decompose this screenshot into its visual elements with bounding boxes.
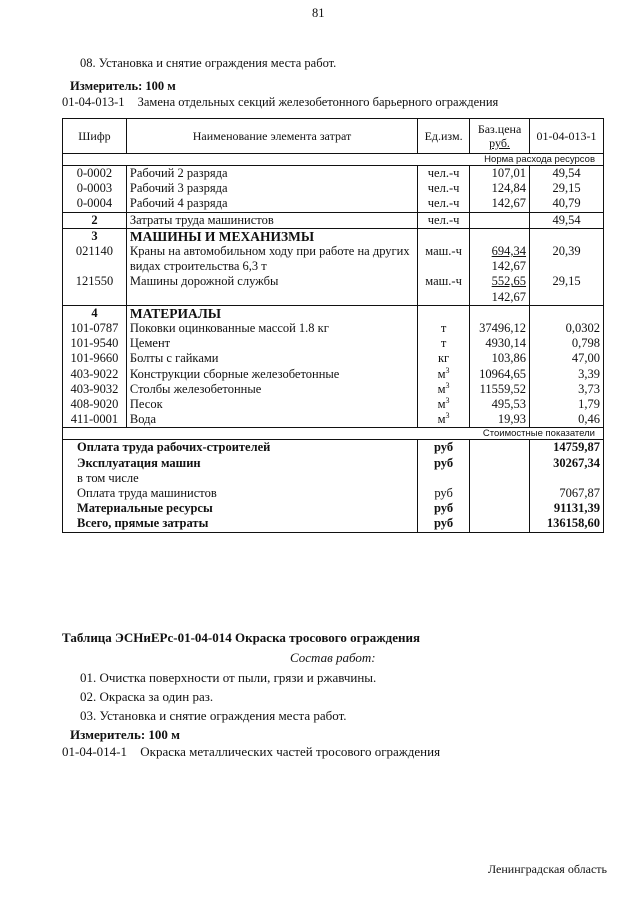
header-price: Баз.цена руб. — [470, 119, 530, 154]
item-heading-2 — [62, 744, 440, 760]
header-norm: 01-04-013-1 — [530, 119, 604, 154]
summary-row: Эксплуатация машин руб 30267,34 — [63, 456, 604, 471]
work-step-01: 01. Очистка поверхности от пыли, грязи и ржавчины. — [80, 670, 377, 685]
page-number: 81 — [312, 6, 325, 20]
work-step-03: 03. Установка и снятие ограждения места работ. — [80, 708, 347, 723]
table-row: 121550 Машины дорожной службы маш.-ч 552,65 142,67 29,15 — [63, 274, 604, 305]
summary-row: Оплата труда рабочих-строителей руб 14759,87 — [63, 440, 604, 456]
table-row: 101-9540 Цемент т 4930,14 0,798 — [63, 336, 604, 351]
materials-section-row: 4 МАТЕРИАЛЫ — [63, 305, 604, 321]
band-cost: Стоимостные показатели — [63, 428, 604, 440]
table-row: 101-9660 Болты с гайками кг 103,86 47,00 — [63, 351, 604, 366]
item-title-2: Окраска металлических частей тросового ограждения — [140, 744, 441, 759]
item-code: 01-04-013-1 — [62, 95, 125, 109]
band-norm-row — [63, 154, 604, 166]
table-row: 411-0001 Вода $м^3$ 19,93 0,46 — [63, 412, 604, 428]
summary-row: в том числе — [63, 471, 604, 486]
table-row: 0-0004 Рабочий 4 разряда чел.-ч 142,67 40,79 — [63, 196, 604, 212]
table-row: 403-9022 Конструкции сборные железобетонные $м^3$ 10964,65 3,39 — [63, 367, 604, 382]
table-row: 0-0002 Рабочий 2 разряда чел.-ч 107,01 49,54 — [63, 166, 604, 182]
table-row: 021140 Краны на автомобильном ходу при работе на других видах строительства 6,3 т маш.-ч 694,34 142,67 20,39 — [63, 244, 604, 274]
meter-label-2: Измеритель: 100 м — [70, 727, 181, 742]
table-row: 0-0003 Рабочий 3 разряда чел.-ч 124,84 29,15 — [63, 181, 604, 196]
header-unit: Ед.изм. — [418, 119, 470, 154]
footer-region: Ленинградская область — [488, 862, 607, 876]
work-step-02: 02. Окраска за один раз. — [80, 689, 214, 704]
resource-norms-table — [62, 118, 604, 533]
operator-labor-row: 2 Затраты труда машинистов чел.-ч 49,54 — [63, 212, 604, 228]
table-header-row — [63, 119, 604, 154]
table-row: 403-9032 Столбы железобетонные $м^3$ 11559,52 3,73 — [63, 382, 604, 397]
header-name: Наименование элемента затрат — [126, 119, 417, 154]
summary-row: Оплата труда машинистов руб 7067,87 — [63, 486, 604, 501]
table-row: 101-0787 Поковки оцинкованные массой 1.8 кг т 37496,12 0,0302 — [63, 321, 604, 336]
item-title: Замена отдельных секций железобетонного барьерного ограждения — [137, 95, 499, 109]
summary-row: Материальные ресурсы руб 91131,39 — [63, 501, 604, 516]
header-code: Шифр — [63, 119, 127, 154]
next-table-title: Таблица ЭСНиЕРс-01-04-014 Окраска тросового ограждения — [62, 630, 421, 645]
machines-section-row: 3 МАШИНЫ И МЕХАНИЗМЫ — [63, 228, 604, 244]
band-norm: Норма расхода ресурсов — [63, 154, 604, 166]
summary-row: Всего, прямые затраты руб 136158,60 — [63, 516, 604, 532]
item-heading — [62, 95, 498, 110]
table-row: 408-9020 Песок $м^3$ 495,53 1,79 — [63, 397, 604, 412]
item-code-2: 01-04-014-1 — [62, 744, 127, 759]
meter-label: Измеритель: 100 м — [70, 79, 176, 93]
work-step-08: 08. Установка и снятие ограждения места работ. — [80, 56, 337, 70]
band-cost-row — [63, 428, 604, 440]
composition-heading: Состав работ: — [290, 650, 376, 665]
